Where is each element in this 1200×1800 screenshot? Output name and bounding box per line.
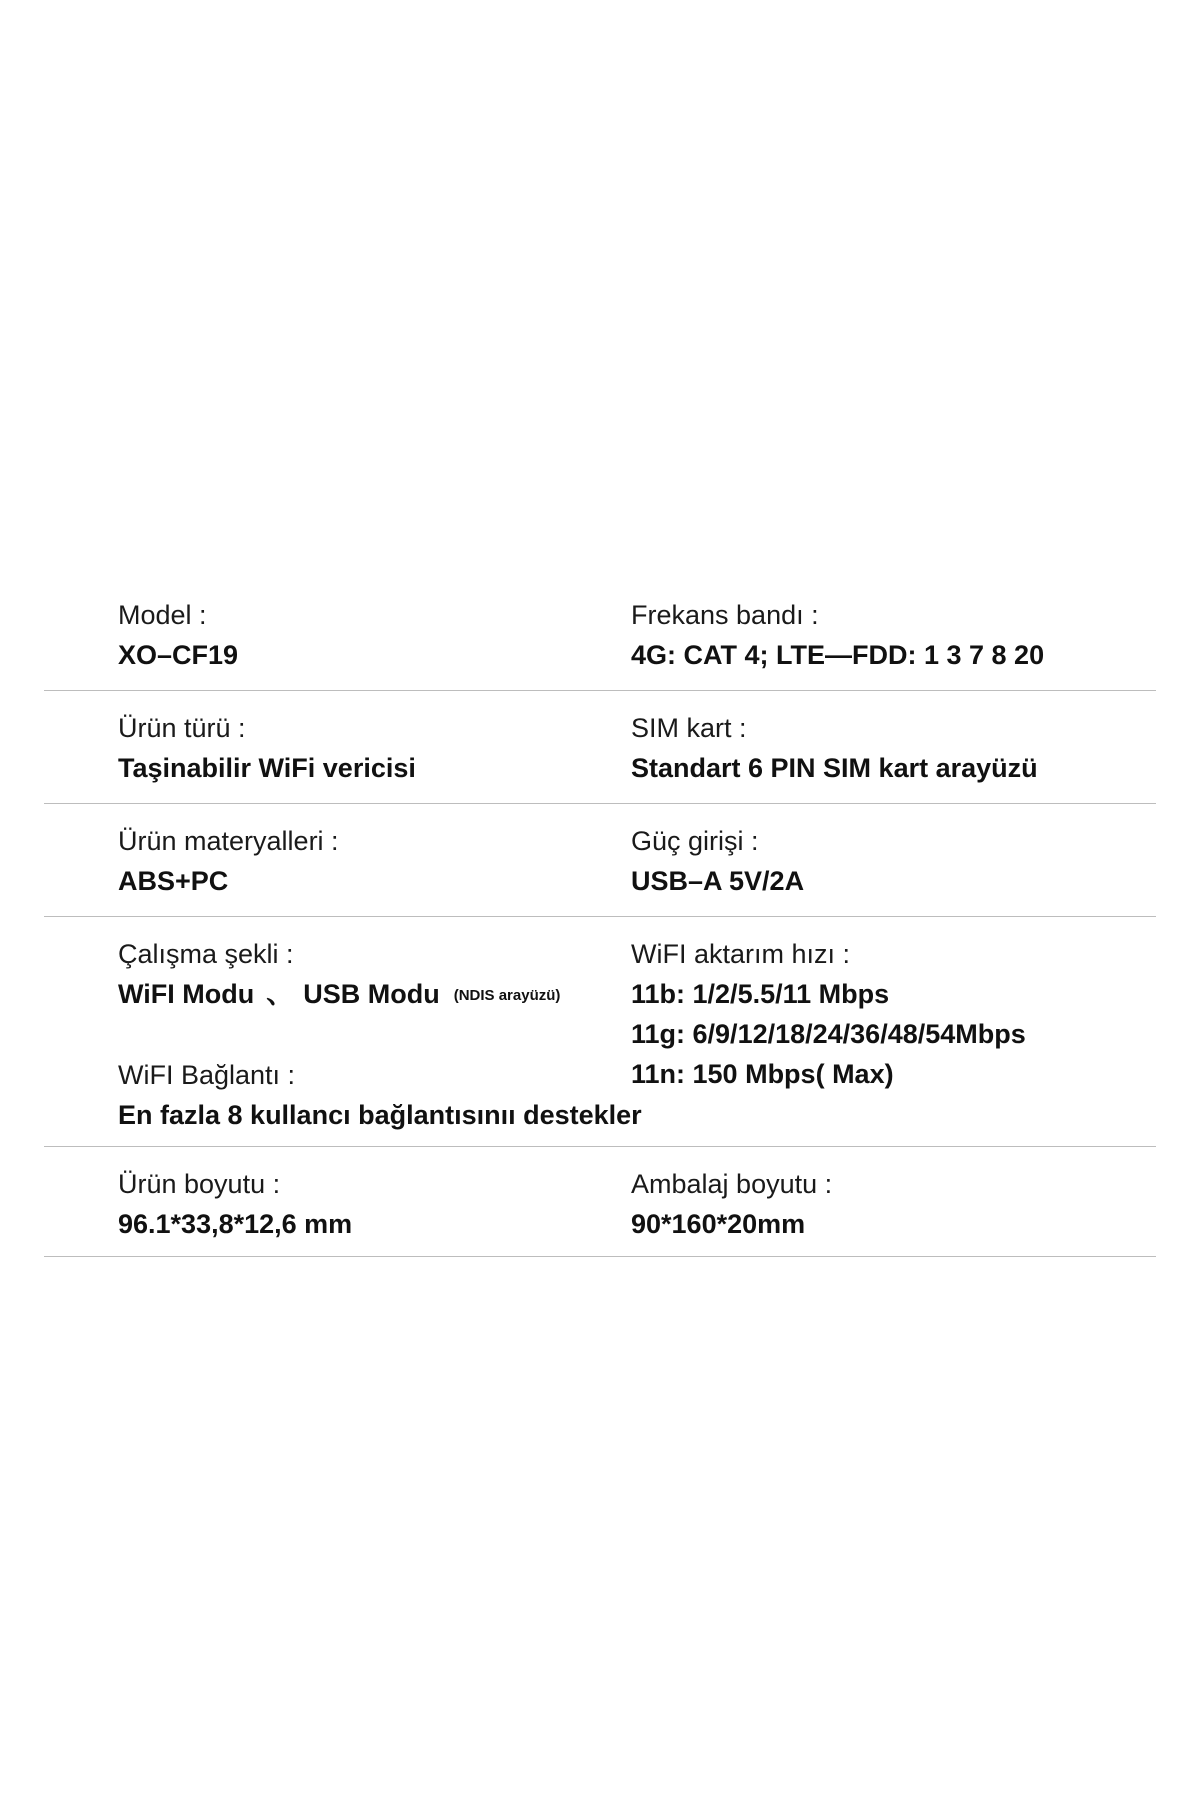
spec-label: Model : (118, 600, 207, 630)
spec-label: Ürün türü : (118, 713, 246, 743)
separator: 、 (266, 979, 294, 1009)
spec-operation-mode (118, 934, 642, 1135)
spec-row-model (44, 585, 1156, 691)
spec-label-wifi-connection: WiFI Bağlantı : (118, 1060, 296, 1090)
spec-label: Güç girişi : (631, 826, 759, 856)
spec-label: SIM kart : (631, 713, 747, 743)
spec-frequency-band (631, 595, 1044, 675)
spec-row-operation-mode (44, 917, 1156, 1147)
wifi-speed-11b: 11b: 1/2/5.5/11 Mbps (631, 979, 890, 1009)
wifi-speed-11g: 11g: 6/9/12/18/24/36/48/54Mbps (631, 1019, 1026, 1049)
spec-label: Frekans bandı : (631, 600, 819, 630)
spec-model (118, 595, 238, 675)
spec-value: 4G: CAT 4; LTE—FDD: 1 3 7 8 20 (631, 640, 1045, 670)
spec-product-size (118, 1164, 352, 1244)
spec-label: Çalışma şekli : (118, 939, 294, 969)
wifi-speed-11n: 11n: 150 Mbps( Max) (631, 1059, 894, 1089)
spec-value: 90*160*20mm (631, 1209, 806, 1239)
spec-package-size (631, 1164, 832, 1244)
spec-row-dimensions (44, 1147, 1156, 1257)
spec-value: ABS+PC (118, 866, 229, 896)
spec-product-type (118, 708, 416, 788)
ndis-note: (NDIS arayüzü) (453, 987, 561, 1004)
spec-materials (118, 821, 339, 901)
spec-wifi-speed (631, 934, 1026, 1094)
spec-value-wifi-connection: En fazla 8 kullancı bağlantısınıı destekler (118, 1100, 642, 1130)
spec-table (44, 585, 1156, 1257)
spec-value: Standart 6 PIN SIM kart arayüzü (631, 753, 1038, 783)
spec-label: WiFI aktarım hızı : (631, 939, 851, 969)
spec-value: 96.1*33,8*12,6 mm (118, 1209, 353, 1239)
spec-value (118, 974, 642, 1016)
spec-value: Taşinabilir WiFi vericisi (118, 753, 416, 783)
wifi-mode-text: WiFI Modu (118, 979, 255, 1009)
spec-row-materials (44, 804, 1156, 917)
spec-sim-card (631, 708, 1038, 788)
usb-mode-text: USB Modu (303, 979, 440, 1009)
spec-value: XO–CF19 (118, 640, 239, 670)
spec-label: Ürün materyalleri : (118, 826, 339, 856)
spec-row-product-type (44, 691, 1156, 804)
spec-power-input (631, 821, 804, 901)
spec-label: Ambalaj boyutu : (631, 1169, 833, 1199)
spec-value: USB–A 5V/2A (631, 866, 805, 896)
spec-label: Ürün boyutu : (118, 1169, 281, 1199)
